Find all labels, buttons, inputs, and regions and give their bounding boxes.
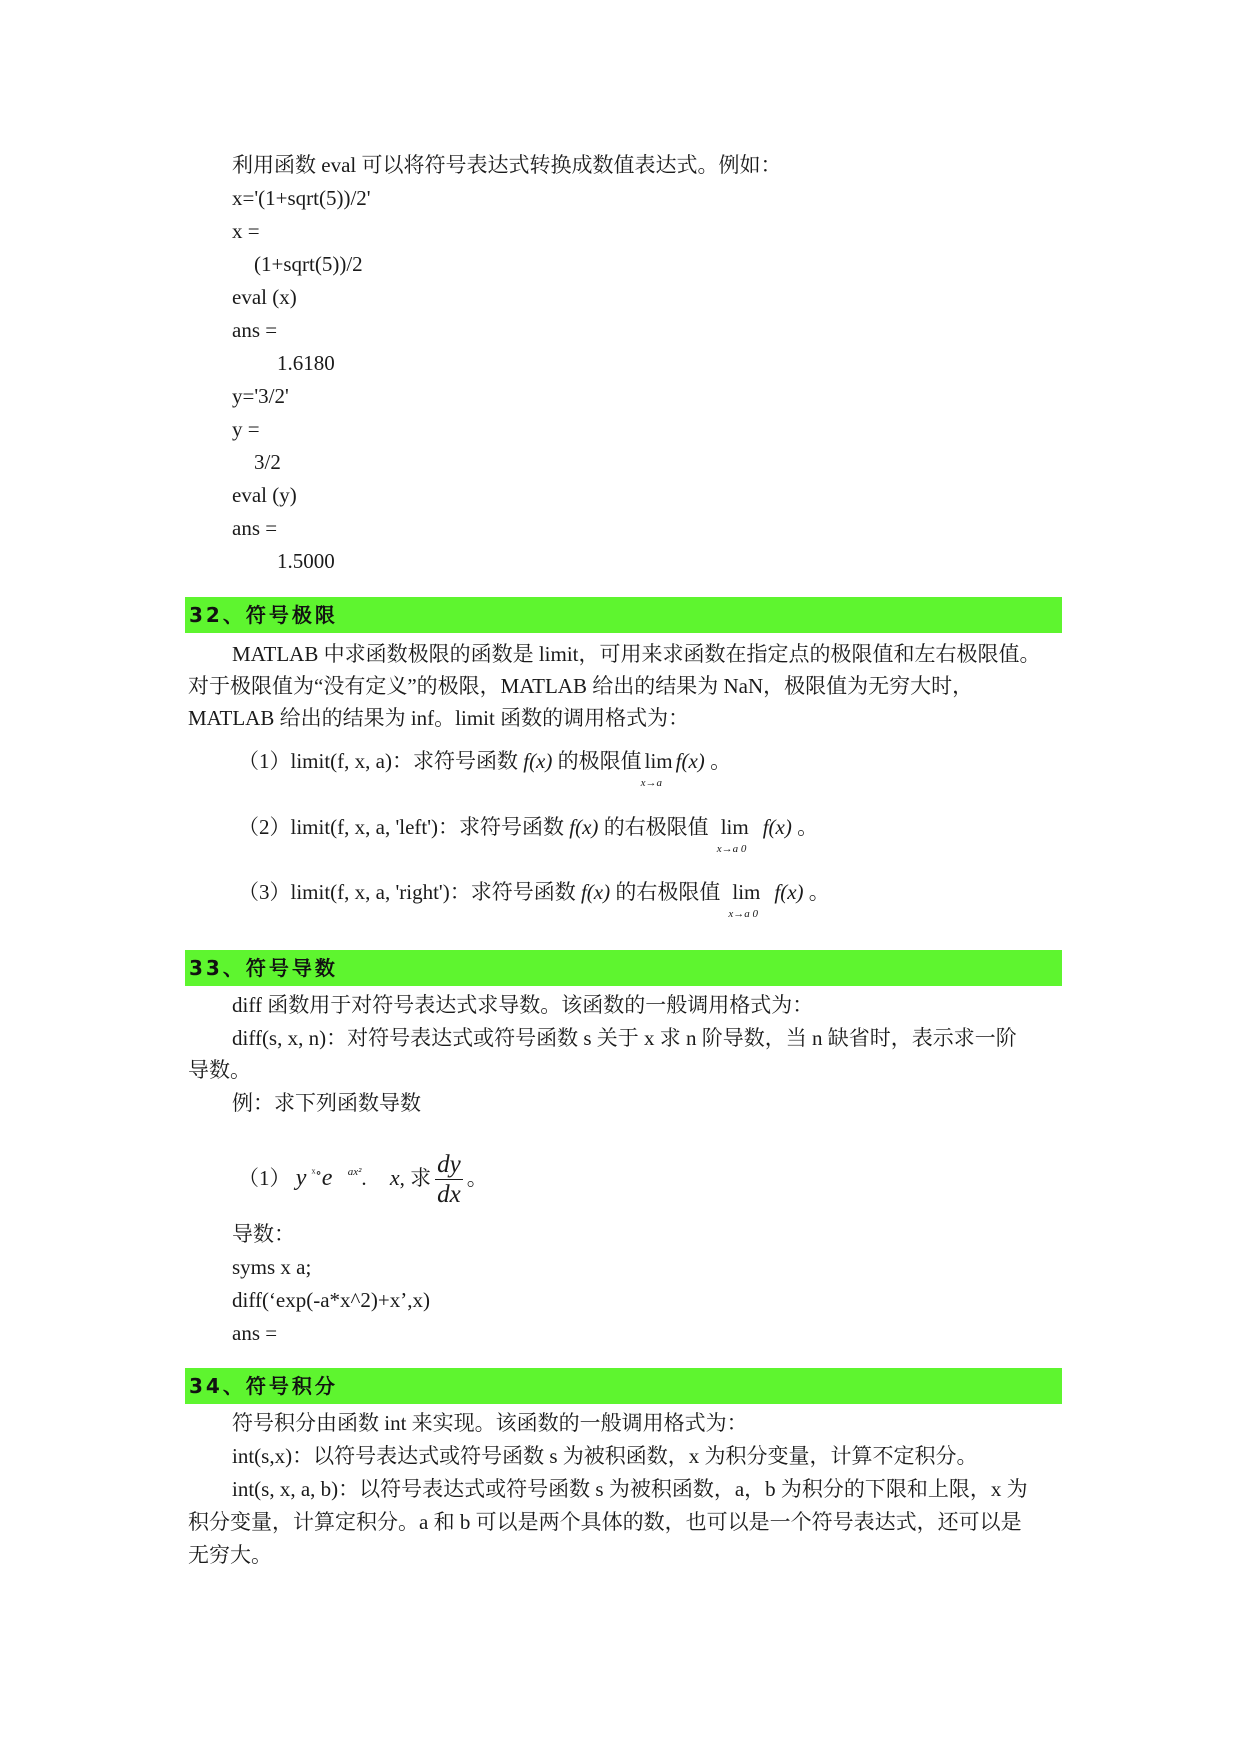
code-line: y = (232, 417, 260, 441)
limit-item-prefix: （2）limit(f, x, a, 'left')：求符号函数 (238, 815, 565, 839)
limit-item-middle: 的右极限值 (603, 815, 709, 839)
section-title: 33、符号导数 (189, 956, 338, 980)
garbled-symbol: ˣ∘ (311, 1165, 322, 1180)
code-line: x = (232, 219, 260, 243)
paragraph-line: 无穷大。 (188, 1543, 272, 1567)
limit-symbol: lim x→a 0 (721, 814, 749, 840)
section-header-34 (185, 1368, 1062, 1404)
limit-item (238, 814, 819, 855)
function-expression: f(x) (675, 749, 705, 773)
code-line: ans = (232, 318, 278, 342)
limit-item (238, 748, 732, 789)
limit-item-middle: 的极限值 (557, 749, 642, 773)
section-header-32 (185, 597, 1062, 633)
limit-item-suffix: 。 (710, 749, 732, 773)
section-title: 32、符号极限 (189, 603, 338, 627)
code-line: (1+sqrt(5))/2 (254, 252, 363, 276)
fraction-numerator: dy (437, 1150, 461, 1178)
variable-e: e (321, 1165, 333, 1191)
code-line: diff(‘exp(-a*x^2)+x’,x) (232, 1288, 430, 1312)
limit-subscript: x→a (640, 777, 663, 789)
derivative-fraction (435, 1151, 463, 1210)
paragraph-line: 对于极限值为“没有定义”的极限，MATLAB 给出的结果为 NaN，极限值为无穷大时， (188, 674, 974, 698)
paragraph-line: MATLAB 中求函数极限的函数是 limit，可用来求函数在指定点的极限值和左右极限值。 (232, 642, 1041, 666)
paragraph-line: 导数： (232, 1222, 295, 1246)
exponent: ax² (347, 1166, 362, 1178)
paragraph-line: 符号积分由函数 int 来实现。该函数的一般调用格式为： (232, 1411, 748, 1435)
code-line: eval (x) (232, 285, 297, 309)
fraction-denominator: dx (437, 1180, 461, 1208)
code-line: x='(1+sqrt(5))/2' (232, 186, 371, 210)
function-expression: f(x) (523, 749, 553, 773)
limit-subscript: x→a 0 (728, 908, 758, 920)
qiu-text: , 求 (399, 1166, 432, 1190)
code-line: syms x a; (232, 1255, 312, 1279)
limit-item-prefix: （3）limit(f, x, a, 'right')：求符号函数 (238, 880, 576, 904)
section-title: 34、符号积分 (189, 1374, 338, 1398)
paragraph-line: 导数。 (188, 1058, 251, 1082)
code-line: ans = (232, 1321, 278, 1345)
section-header-33 (185, 950, 1062, 986)
code-line: ans = (232, 516, 278, 540)
limit-item-suffix: 。 (808, 880, 830, 904)
paragraph-line: int(s, x, a, b)：以符号表达式或符号函数 s 为被积函数，a，b 为积分的下限和上限，x 为 (232, 1477, 1028, 1501)
limit-symbol: lim x→a 0 (732, 879, 760, 905)
paragraph-line: MATLAB 给出的结果为 inf。limit 函数的调用格式为： (188, 706, 690, 730)
variable-x: x (389, 1165, 400, 1190)
paragraph-line: int(s,x)：以符号表达式或符号函数 s 为被积函数，x 为积分变量，计算不定积分。 (232, 1444, 978, 1468)
function-expression: f(x) (762, 815, 792, 839)
function-expression: f(x) (774, 880, 804, 904)
limit-symbol: lim x→a (645, 748, 673, 774)
example-prefix: （1） (238, 1166, 291, 1190)
dot: . (361, 1166, 367, 1190)
code-line: eval (y) (232, 483, 297, 507)
paragraph-line: diff 函数用于对符号表达式求导数。该函数的一般调用格式为： (232, 993, 814, 1017)
variable-y: y (295, 1165, 307, 1191)
paragraph-line: 例：求下列函数导数 (232, 1091, 421, 1115)
limit-item-suffix: 。 (797, 815, 819, 839)
code-line: y='3/2' (232, 384, 289, 408)
limit-subscript: x→a 0 (716, 843, 747, 855)
function-expression: f(x) (580, 880, 611, 904)
eval-intro: 利用函数 eval 可以将符号表达式转换成数值表达式。例如： (232, 153, 782, 177)
example-end: 。 (466, 1166, 488, 1190)
limit-item-prefix: （1）limit(f, x, a)：求符号函数 (238, 749, 518, 773)
function-expression: f(x) (569, 815, 599, 839)
code-line: 1.6180 (277, 351, 335, 375)
limit-item-middle: 的右极限值 (615, 880, 721, 904)
limit-item (238, 879, 830, 920)
paragraph-line: 积分变量，计算定积分。a 和 b 可以是两个具体的数，也可以是一个符号表达式，还可以是 (188, 1510, 1022, 1534)
paragraph-line: diff(s, x, n)：对符号表达式或符号函数 s 关于 x 求 n 阶导数，当 n 缺省时，表示求一阶 (232, 1026, 1017, 1050)
code-line: 1.5000 (277, 549, 335, 573)
derivative-example (238, 1148, 488, 1212)
code-line: 3/2 (254, 450, 281, 474)
